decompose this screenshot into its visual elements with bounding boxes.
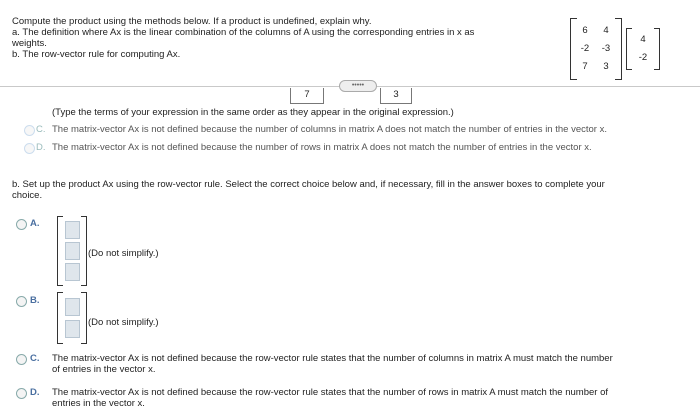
question-line-3: weights. <box>12 38 47 49</box>
question-line-2: a. The definition where Ax is the linear combination of the columns of A using the corresponding entries in x as <box>12 27 475 38</box>
vector-x <box>626 28 660 68</box>
option-b-right-bracket <box>81 292 87 344</box>
part-b-option-a-radio[interactable] <box>16 219 27 230</box>
answer-box[interactable] <box>65 320 80 338</box>
part-b-option-a-matrix <box>57 216 87 284</box>
question-header <box>0 0 700 88</box>
matrix-a-cell: 3 <box>603 61 609 72</box>
part-b-option-b-note: (Do not simplify.) <box>88 317 159 328</box>
part-a-option-c-radio[interactable] <box>24 125 35 136</box>
answer-box[interactable] <box>65 263 80 281</box>
part-a-hint: (Type the terms of your expression in the same order as they appear in the original expression.) <box>52 107 454 118</box>
part-b-option-d-radio[interactable] <box>16 388 27 399</box>
expand-toggle[interactable]: ••••• <box>339 80 377 92</box>
part-a-option-c-text: The matrix-vector Ax is not defined because the number of columns in matrix A does not match the number of entries in the vector x. <box>52 124 607 135</box>
option-a-left-bracket <box>57 216 63 286</box>
vector-x-cell: 4 <box>640 34 646 45</box>
part-b-option-d-line-2: entries in the vector x. <box>52 398 145 409</box>
answer-box[interactable] <box>65 242 80 260</box>
part-a-option-d-text: The matrix-vector Ax is not defined because the number of rows in matrix A does not match the number of entries in the vector x. <box>52 142 592 153</box>
matrix-a-cell: 4 <box>603 25 609 36</box>
part-b-instruction-line-2: choice. <box>12 190 43 201</box>
answer-box[interactable] <box>65 221 80 239</box>
answer-box[interactable] <box>65 298 80 316</box>
answer-box-2[interactable]: 3 <box>380 88 412 104</box>
matrix-a-cell: 6 <box>582 25 588 36</box>
part-b-option-b-matrix <box>57 292 87 342</box>
part-b-option-a-note: (Do not simplify.) <box>88 248 159 259</box>
matrix-a-cell: -3 <box>601 43 611 54</box>
part-b-option-d-letter: D. <box>30 387 40 398</box>
vector-x-cell: -2 <box>638 52 648 63</box>
option-a-right-bracket <box>81 216 87 286</box>
matrix-a-cell: 7 <box>582 61 588 72</box>
part-b-instruction-line-1: b. Set up the product Ax using the row-vector rule. Select the correct choice below and, if necessary, fill in the answer boxes to complete your <box>12 179 605 190</box>
part-b-option-c-letter: C. <box>30 353 40 364</box>
vector-x-right-bracket <box>654 28 660 70</box>
part-b-option-d-line-1: The matrix-vector Ax is not defined because the row-vector rule states that the number of rows in matrix A must match the number of <box>52 387 609 398</box>
part-b-option-c-line-2: of entries in the vector x. <box>52 364 156 375</box>
part-a-option-d-radio[interactable] <box>24 143 35 154</box>
part-a-option-d-letter: D. <box>36 142 46 153</box>
matrix-a-cell: -2 <box>580 43 590 54</box>
part-a-option-c-letter: C. <box>36 124 46 135</box>
matrix-a <box>570 18 622 78</box>
question-line-4: b. The row-vector rule for computing Ax. <box>12 49 181 60</box>
part-b-option-b-radio[interactable] <box>16 296 27 307</box>
part-b-option-a-letter: A. <box>30 218 40 229</box>
part-b-option-c-line-1: The matrix-vector Ax is not defined because the row-vector rule states that the number of columns in matrix A must match the number <box>52 353 613 364</box>
answer-box-1[interactable]: 7 <box>290 88 324 104</box>
option-b-left-bracket <box>57 292 63 344</box>
part-b-option-b-letter: B. <box>30 295 40 306</box>
part-b-option-c-radio[interactable] <box>16 354 27 365</box>
question-line-1: Compute the product using the methods below. If a product is undefined, explain why. <box>12 16 372 27</box>
